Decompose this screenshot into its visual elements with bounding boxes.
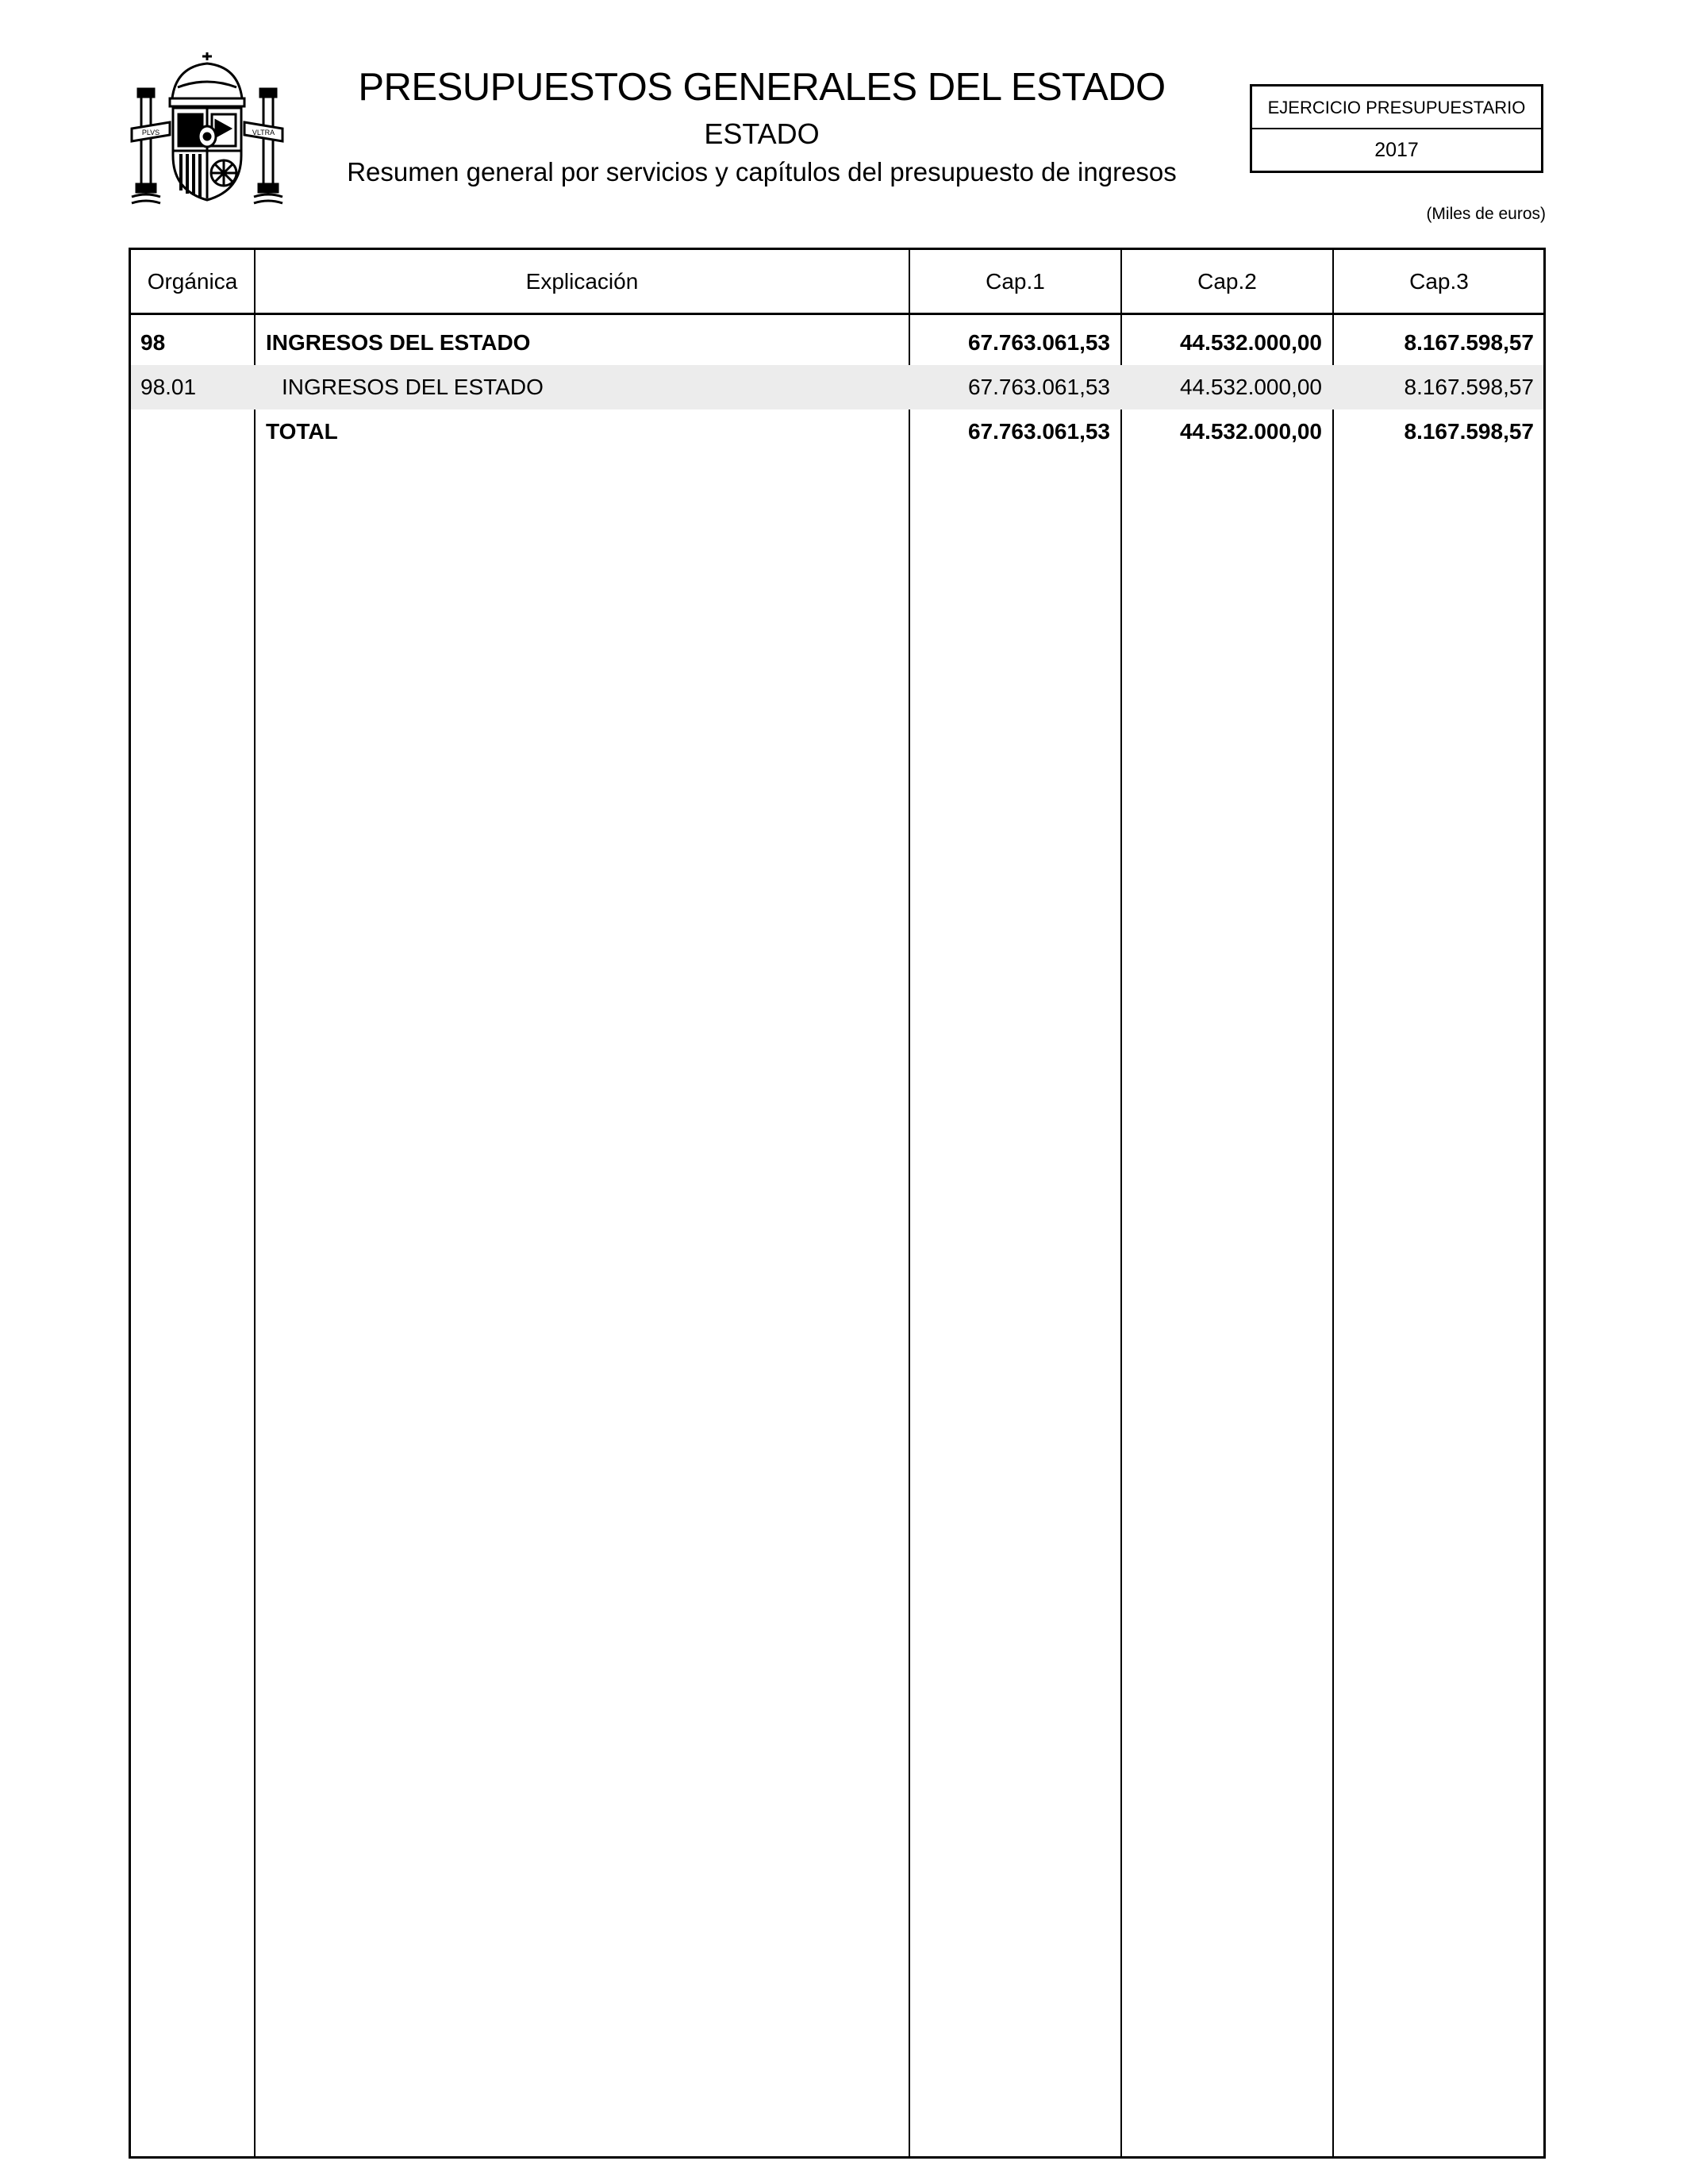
cell-cap1: 67.763.061,53 bbox=[967, 330, 1110, 355]
cell-explicacion: TOTAL bbox=[266, 419, 338, 444]
cell-organica: 98.01 bbox=[140, 375, 197, 399]
cell-cap3: 8.167.598,57 bbox=[1404, 419, 1534, 444]
table-header bbox=[131, 250, 1543, 315]
document-description: Resumen general por servicios y capítulos del presupuesto de ingresos bbox=[347, 157, 1177, 186]
cell-cap1: 67.763.061,53 bbox=[967, 419, 1110, 444]
table-row-total bbox=[131, 410, 1543, 454]
column-divider bbox=[909, 250, 910, 2156]
document-subtitle: ESTADO bbox=[704, 117, 820, 150]
cell-cap2: 44.532.000,00 bbox=[1179, 375, 1322, 399]
column-divider bbox=[1120, 250, 1122, 2156]
document-title: PRESUPUESTOS GENERALES DEL ESTADO bbox=[358, 66, 1166, 109]
budget-table bbox=[129, 248, 1546, 2159]
crest-motto-right: VLTRA bbox=[252, 129, 275, 136]
coat-of-arms-logo bbox=[129, 49, 286, 208]
cell-cap3: 8.167.598,57 bbox=[1404, 375, 1534, 399]
cell-cap1: 67.763.061,53 bbox=[967, 375, 1110, 399]
column-header-cap1: Cap.1 bbox=[986, 269, 1045, 294]
budget-year-box bbox=[1250, 84, 1543, 173]
cell-cap2: 44.532.000,00 bbox=[1179, 330, 1322, 355]
column-header-cap3: Cap.3 bbox=[1409, 269, 1469, 294]
crest-motto-left: PLVS bbox=[141, 129, 160, 136]
cell-explicacion: INGRESOS DEL ESTADO bbox=[282, 375, 544, 399]
column-header-organica: Orgánica bbox=[147, 269, 238, 294]
column-header-cap2: Cap.2 bbox=[1197, 269, 1257, 294]
budget-year-value: 2017 bbox=[1374, 139, 1419, 161]
cell-organica: 98 bbox=[140, 330, 166, 355]
column-divider bbox=[254, 250, 256, 2156]
units-note: (Miles de euros) bbox=[1426, 205, 1546, 223]
column-header-explicacion: Explicación bbox=[525, 269, 639, 294]
cell-cap2: 44.532.000,00 bbox=[1179, 419, 1322, 444]
column-divider bbox=[1332, 250, 1334, 2156]
cell-cap3: 8.167.598,57 bbox=[1404, 330, 1534, 355]
cell-explicacion: INGRESOS DEL ESTADO bbox=[266, 330, 531, 355]
table-row bbox=[131, 365, 1543, 410]
table-row bbox=[131, 321, 1543, 365]
budget-year-label: EJERCICIO PRESUPUESTARIO bbox=[1252, 87, 1541, 129]
